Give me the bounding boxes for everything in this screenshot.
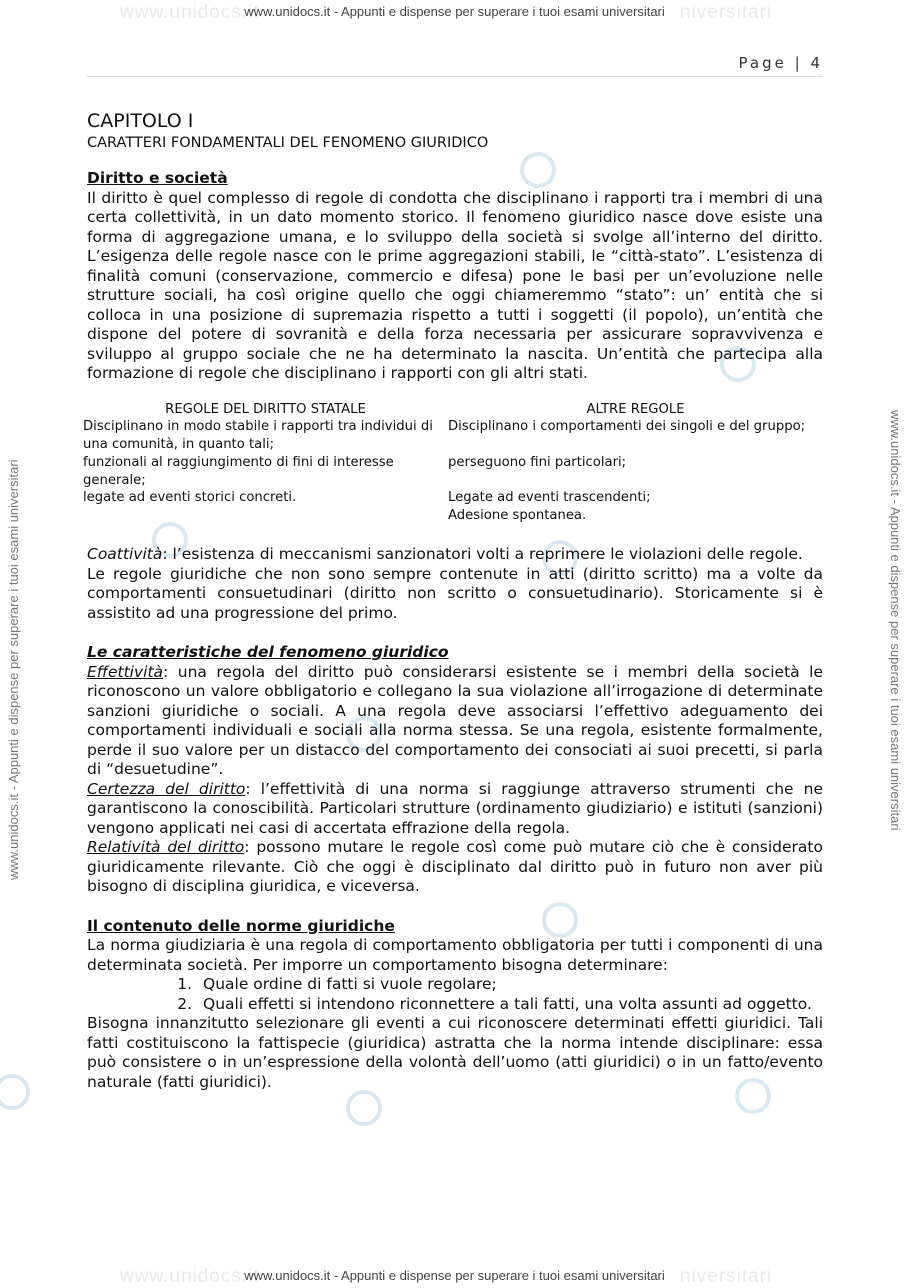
table-header: ALTRE REGOLE: [586, 401, 685, 417]
contenuto-intro: La norma giudiziaria è una regola di comportamento obbligatoria per tutti i componenti di una determinata società. Per imporre un comportamento bisogna determinare:: [87, 936, 823, 974]
watermark-ghost-top: www.unidocs.it: [120, 2, 260, 23]
table-row: [83, 489, 823, 525]
watermark-ghost-top-right: niversitari: [680, 2, 773, 23]
watermark-ghost-bottom-right: niversitari: [680, 1266, 773, 1287]
table-row: [83, 418, 823, 454]
list-item: 1. Quale ordine di fatti si vuole regolare;: [197, 975, 823, 995]
watermark-left: www.unidocs.it - Appunti e dispense per superare i tuoi esami universitari: [6, 459, 21, 880]
chapter-subtitle: CARATTERI FONDAMENTALI DEL FENOMENO GIURIDICO: [87, 135, 489, 151]
term-coattivita: Coattività: [87, 545, 163, 564]
term-effettivita: Effettività: [87, 662, 164, 681]
table-cell: perseguono fini particolari;: [448, 454, 627, 470]
comparison-table: [83, 401, 823, 526]
watermark-ghost-bottom: www.unidocs.it: [120, 1266, 260, 1287]
page-number: Page | 4: [738, 54, 823, 72]
table-header: REGOLE DEL DIRITTO STATALE: [165, 401, 366, 417]
table-cell: Disciplinano i comportamenti dei singoli e del gruppo;: [448, 419, 806, 435]
section-heading-contenuto: Il contenuto delle norme giuridiche: [87, 916, 395, 935]
section-heading-caratteristiche: Le caratteristiche del fenomeno giuridico: [87, 643, 449, 662]
term-relativita: Relatività del diritto: [87, 838, 245, 857]
relativita-paragraph: Relatività del diritto: possono mutare le regole così come può mutare ciò che è considerato giuridicamente rilevante. Ciò che oggi è disciplinato dal diritto può in futuro non aver più bisogno di disciplina giuridica, e viceversa.: [87, 838, 823, 896]
coattivita-paragraph: Coattività: l’esistenza di meccanismi sanzionatori volti a reprimere le violazioni delle regole.: [87, 545, 803, 564]
table-cell: Disciplinano in modo stabile i rapporti tra individui di una comunità, in quanto tali;: [83, 419, 433, 453]
chapter-title: CAPITOLO I: [87, 110, 194, 132]
regole-consuetudinarie-paragraph: Le regole giuridiche che non sono sempre contenute in atti (diritto scritto) ma a volte da comportamenti consuetudinari (diritto non scritto o consuetudinario). Storicamente si è assistito ad una progressione del primo.: [87, 564, 823, 622]
table-cell: Legate ad eventi trascendenti; Adesione spontanea.: [448, 490, 651, 524]
contenuto-outro: Bisogna innanzitutto selezionare gli eventi a cui riconoscere determinati effetti giuridici. Tali fatti costituiscono la fattispecie (giuridica) astratta che la norma intende disciplinare: essa può consistere o in un’espressione della volontà dell’uomo (atti giuridici) o in un fatto/evento naturale (fatti giuridici).: [87, 1014, 823, 1091]
table-cell: funzionali al raggiungimento di fini di interesse generale;: [83, 454, 394, 488]
section-body-diritto-societa: Il diritto è quel complesso di regole di condotta che disciplinano i rapporti tra i membri di una certa collettività, in un dato momento storico. Il fenomeno giuridico nasce dove esiste una forma di aggregazione umana, e lo sviluppo della società si svolge all’interno del diritto. L’esigenza delle regole nasce con le prime aggregazioni stabili, le “città-stato”. L’esistenza di finalità comuni (conservazione, commercio e difesa) pone le basi per un’evoluzione nelle strutture sociali, ha così origine quello che oggi chiameremmo “stato”: un’ entità che si colloca in una posizione di supremazia rispetto a tutti i soggetti (il popolo), un’entità che dispone del potere di sovranità e della forza necessaria per assicurare sopravvivenza e sviluppo al gruppo sociale che ne ha determinato la nascita. Un’entità che partecipa alla formazione di regole che disciplinano i rapporti con gli altri stati.: [87, 188, 823, 382]
watermark-bottom: www.unidocs.it - Appunti e dispense per superare i tuoi esami universitari: [244, 1268, 665, 1283]
watermark-logo-icon: [0, 1074, 30, 1110]
header-rule: [87, 76, 823, 77]
numbered-list: [87, 975, 823, 1014]
watermark-right: www.unidocs.it - Appunti e dispense per superare i tuoi esami universitari: [888, 410, 903, 831]
watermark-logo-icon: [346, 1090, 382, 1126]
section-heading-diritto-societa: Diritto e società: [87, 169, 228, 187]
list-item: 2. Quali effetti si intendono riconnettere a tali fatti, una volta assunti ad oggetto.: [197, 995, 823, 1015]
table-row: [83, 454, 823, 490]
effettivita-paragraph: Effettività: una regola del diritto può considerarsi esistente se i membri della società le riconoscono un valore obbligatorio e collegano la sua violazione all’irrogazione di determinate sanzioni giuridiche o sociali. A una regola deve associarsi l’effettivo adeguamento dei comportamenti individuali e sociali alla norma stessa. Se una regola, esistente formalmente, perde il suo valore per un distacco del comportamento dei consociati ai suoi precetti, si parla di “desuetudine”.: [87, 662, 823, 779]
term-certezza: Certezza del diritto: [87, 779, 246, 798]
watermark-top: www.unidocs.it - Appunti e dispense per superare i tuoi esami universitari: [244, 4, 665, 19]
document-body: [83, 110, 823, 1092]
table-cell: legate ad eventi storici concreti.: [83, 490, 297, 506]
certezza-paragraph: Certezza del diritto: l’effettività di una norma si raggiunge attraverso strumenti che ne garantiscono la conoscibilità. Particolari strutture (ordinamento giudiziario) e istituti (sanzioni) vengono applicati nei casi di accertata effrazione della regola.: [87, 779, 823, 837]
